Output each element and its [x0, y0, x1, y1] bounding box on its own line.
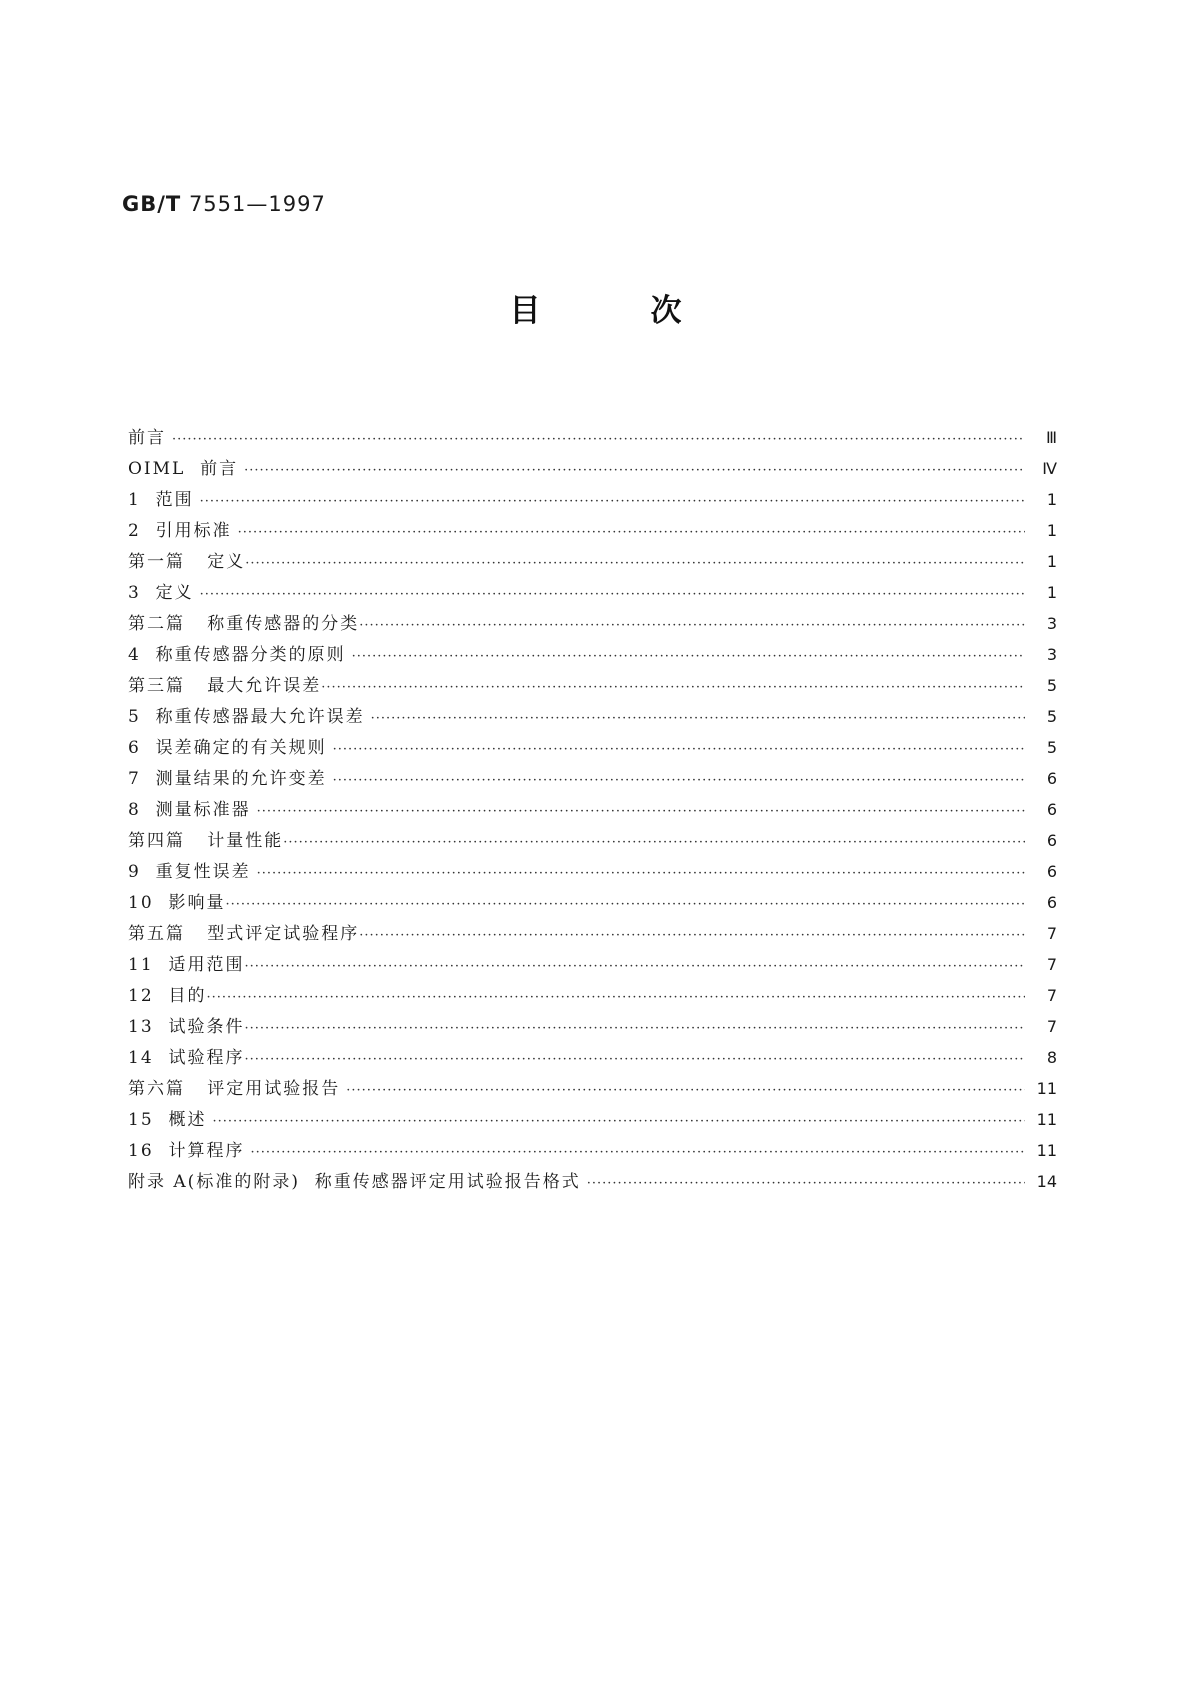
toc-entry-page: 1 [1046, 521, 1057, 540]
toc-entry[interactable] [128, 1104, 1057, 1135]
toc-dot-leader [244, 1013, 1025, 1044]
toc-entry-page: 1 [1046, 490, 1057, 509]
toc-entry-label: 附录 A(标准的附录) 称重传感器评定用试验报告格式 [128, 1172, 581, 1192]
toc-entry-label: 5 称重传感器最大允许误差 [128, 707, 365, 727]
toc-entry[interactable] [128, 639, 1057, 670]
toc-entry-label: 第四篇 计量性能 [128, 831, 284, 851]
toc-entry[interactable] [128, 732, 1057, 763]
toc-entry[interactable] [128, 422, 1057, 453]
toc-dot-leader [359, 610, 1025, 641]
toc-entry-page: 6 [1046, 893, 1057, 912]
table-of-contents [128, 422, 1057, 1197]
toc-entry[interactable] [128, 577, 1057, 608]
toc-dot-leader [244, 951, 1025, 982]
toc-entry-page: 6 [1046, 862, 1057, 881]
toc-dot-leader [172, 424, 1025, 455]
toc-entry-label: 9 重复性误差 [128, 862, 251, 882]
toc-dot-leader [359, 920, 1025, 951]
toc-entry-page: 14 [1036, 1172, 1057, 1191]
toc-dot-leader [238, 517, 1025, 548]
toc-dot-leader [225, 889, 1025, 920]
toc-dot-leader [346, 1075, 1025, 1106]
standard-code [122, 192, 326, 216]
toc-dot-leader [333, 734, 1025, 765]
toc-dot-leader [250, 1137, 1025, 1168]
toc-entry-page: Ⅳ [1042, 459, 1057, 478]
toc-entry-page: 6 [1046, 769, 1057, 788]
toc-entry-label: 15 概述 [128, 1110, 207, 1130]
toc-entry[interactable] [128, 670, 1057, 701]
toc-entry-label: 8 测量标准器 [128, 800, 251, 820]
toc-entry-label: 第六篇 评定用试验报告 [128, 1079, 341, 1099]
toc-dot-leader [244, 1044, 1025, 1075]
toc-dot-leader [200, 579, 1025, 610]
toc-entry-page: 11 [1036, 1141, 1057, 1160]
toc-entry-label: 7 测量结果的允许变差 [128, 769, 327, 789]
toc-entry-label: 前言 [128, 428, 166, 448]
toc-entry[interactable] [128, 1042, 1057, 1073]
toc-dot-leader [245, 548, 1025, 579]
toc-entry[interactable] [128, 546, 1057, 577]
toc-entry-page: 3 [1046, 645, 1057, 664]
toc-entry[interactable] [128, 1135, 1057, 1166]
toc-entry-label: 第五篇 型式评定试验程序 [128, 924, 360, 944]
toc-entry[interactable] [128, 763, 1057, 794]
toc-entry-label: 第二篇 称重传感器的分类 [128, 614, 360, 634]
toc-entry-page: 7 [1046, 1017, 1057, 1036]
toc-entry[interactable] [128, 794, 1057, 825]
toc-entry-page: 6 [1046, 800, 1057, 819]
toc-dot-leader [244, 455, 1025, 486]
toc-entry[interactable] [128, 1011, 1057, 1042]
toc-entry[interactable] [128, 825, 1057, 856]
toc-entry-page: 8 [1046, 1048, 1057, 1067]
toc-entry-label: 16 计算程序 [128, 1141, 245, 1161]
toc-entry-label: 1 范围 [128, 490, 194, 510]
toc-entry-page: 7 [1046, 924, 1057, 943]
toc-entry[interactable] [128, 949, 1057, 980]
toc-entry-page: 3 [1046, 614, 1057, 633]
toc-entry-label: 14 试验程序 [128, 1048, 245, 1068]
toc-entry-page: 5 [1046, 676, 1057, 695]
standard-prefix: GB/T [122, 192, 182, 216]
toc-entry-label: 10 影响量 [128, 893, 226, 913]
page-title: 目次 [509, 293, 792, 329]
toc-entry-page: Ⅲ [1045, 428, 1057, 447]
toc-entry-page: 6 [1046, 831, 1057, 850]
toc-dot-leader [200, 486, 1025, 517]
toc-entry-label: 11 适用范围 [128, 955, 245, 975]
toc-entry-label: 2 引用标准 [128, 521, 232, 541]
toc-entry[interactable] [128, 1073, 1057, 1104]
toc-entry[interactable] [128, 918, 1057, 949]
toc-entry-label: 3 定义 [128, 583, 194, 603]
toc-dot-leader [212, 1106, 1025, 1137]
toc-entry-label: OIML 前言 [128, 459, 239, 479]
toc-entry-page: 11 [1036, 1110, 1057, 1129]
toc-entry-page: 1 [1046, 552, 1057, 571]
toc-entry-page: 5 [1046, 707, 1057, 726]
toc-entry-label: 12 目的 [128, 986, 207, 1006]
toc-entry-label: 4 称重传感器分类的原则 [128, 645, 346, 665]
toc-entry[interactable] [128, 887, 1057, 918]
toc-entry-page: 1 [1046, 583, 1057, 602]
toc-entry[interactable] [128, 701, 1057, 732]
toc-entry-label: 6 误差确定的有关规则 [128, 738, 327, 758]
toc-entry-page: 7 [1046, 986, 1057, 1005]
toc-entry[interactable] [128, 453, 1057, 484]
toc-dot-leader [206, 982, 1025, 1013]
toc-entry[interactable] [128, 980, 1057, 1011]
toc-dot-leader [587, 1168, 1025, 1199]
toc-dot-leader [333, 765, 1025, 796]
toc-entry[interactable] [128, 484, 1057, 515]
toc-dot-leader [321, 672, 1025, 703]
toc-entry-page: 7 [1046, 955, 1057, 974]
toc-entry[interactable] [128, 608, 1057, 639]
toc-entry-label: 13 试验条件 [128, 1017, 245, 1037]
toc-dot-leader [257, 858, 1025, 889]
toc-entry-label: 第三篇 最大允许误差 [128, 676, 322, 696]
toc-entry-label: 第一篇 定义 [128, 552, 246, 572]
toc-entry-page: 5 [1046, 738, 1057, 757]
toc-dot-leader [257, 796, 1025, 827]
toc-dot-leader [352, 641, 1025, 672]
toc-entry[interactable] [128, 1166, 1057, 1197]
standard-number: 7551—1997 [188, 192, 326, 216]
toc-entry[interactable] [128, 856, 1057, 887]
toc-dot-leader [283, 827, 1025, 858]
toc-dot-leader [371, 703, 1025, 734]
toc-entry[interactable] [128, 515, 1057, 546]
toc-entry-page: 11 [1036, 1079, 1057, 1098]
